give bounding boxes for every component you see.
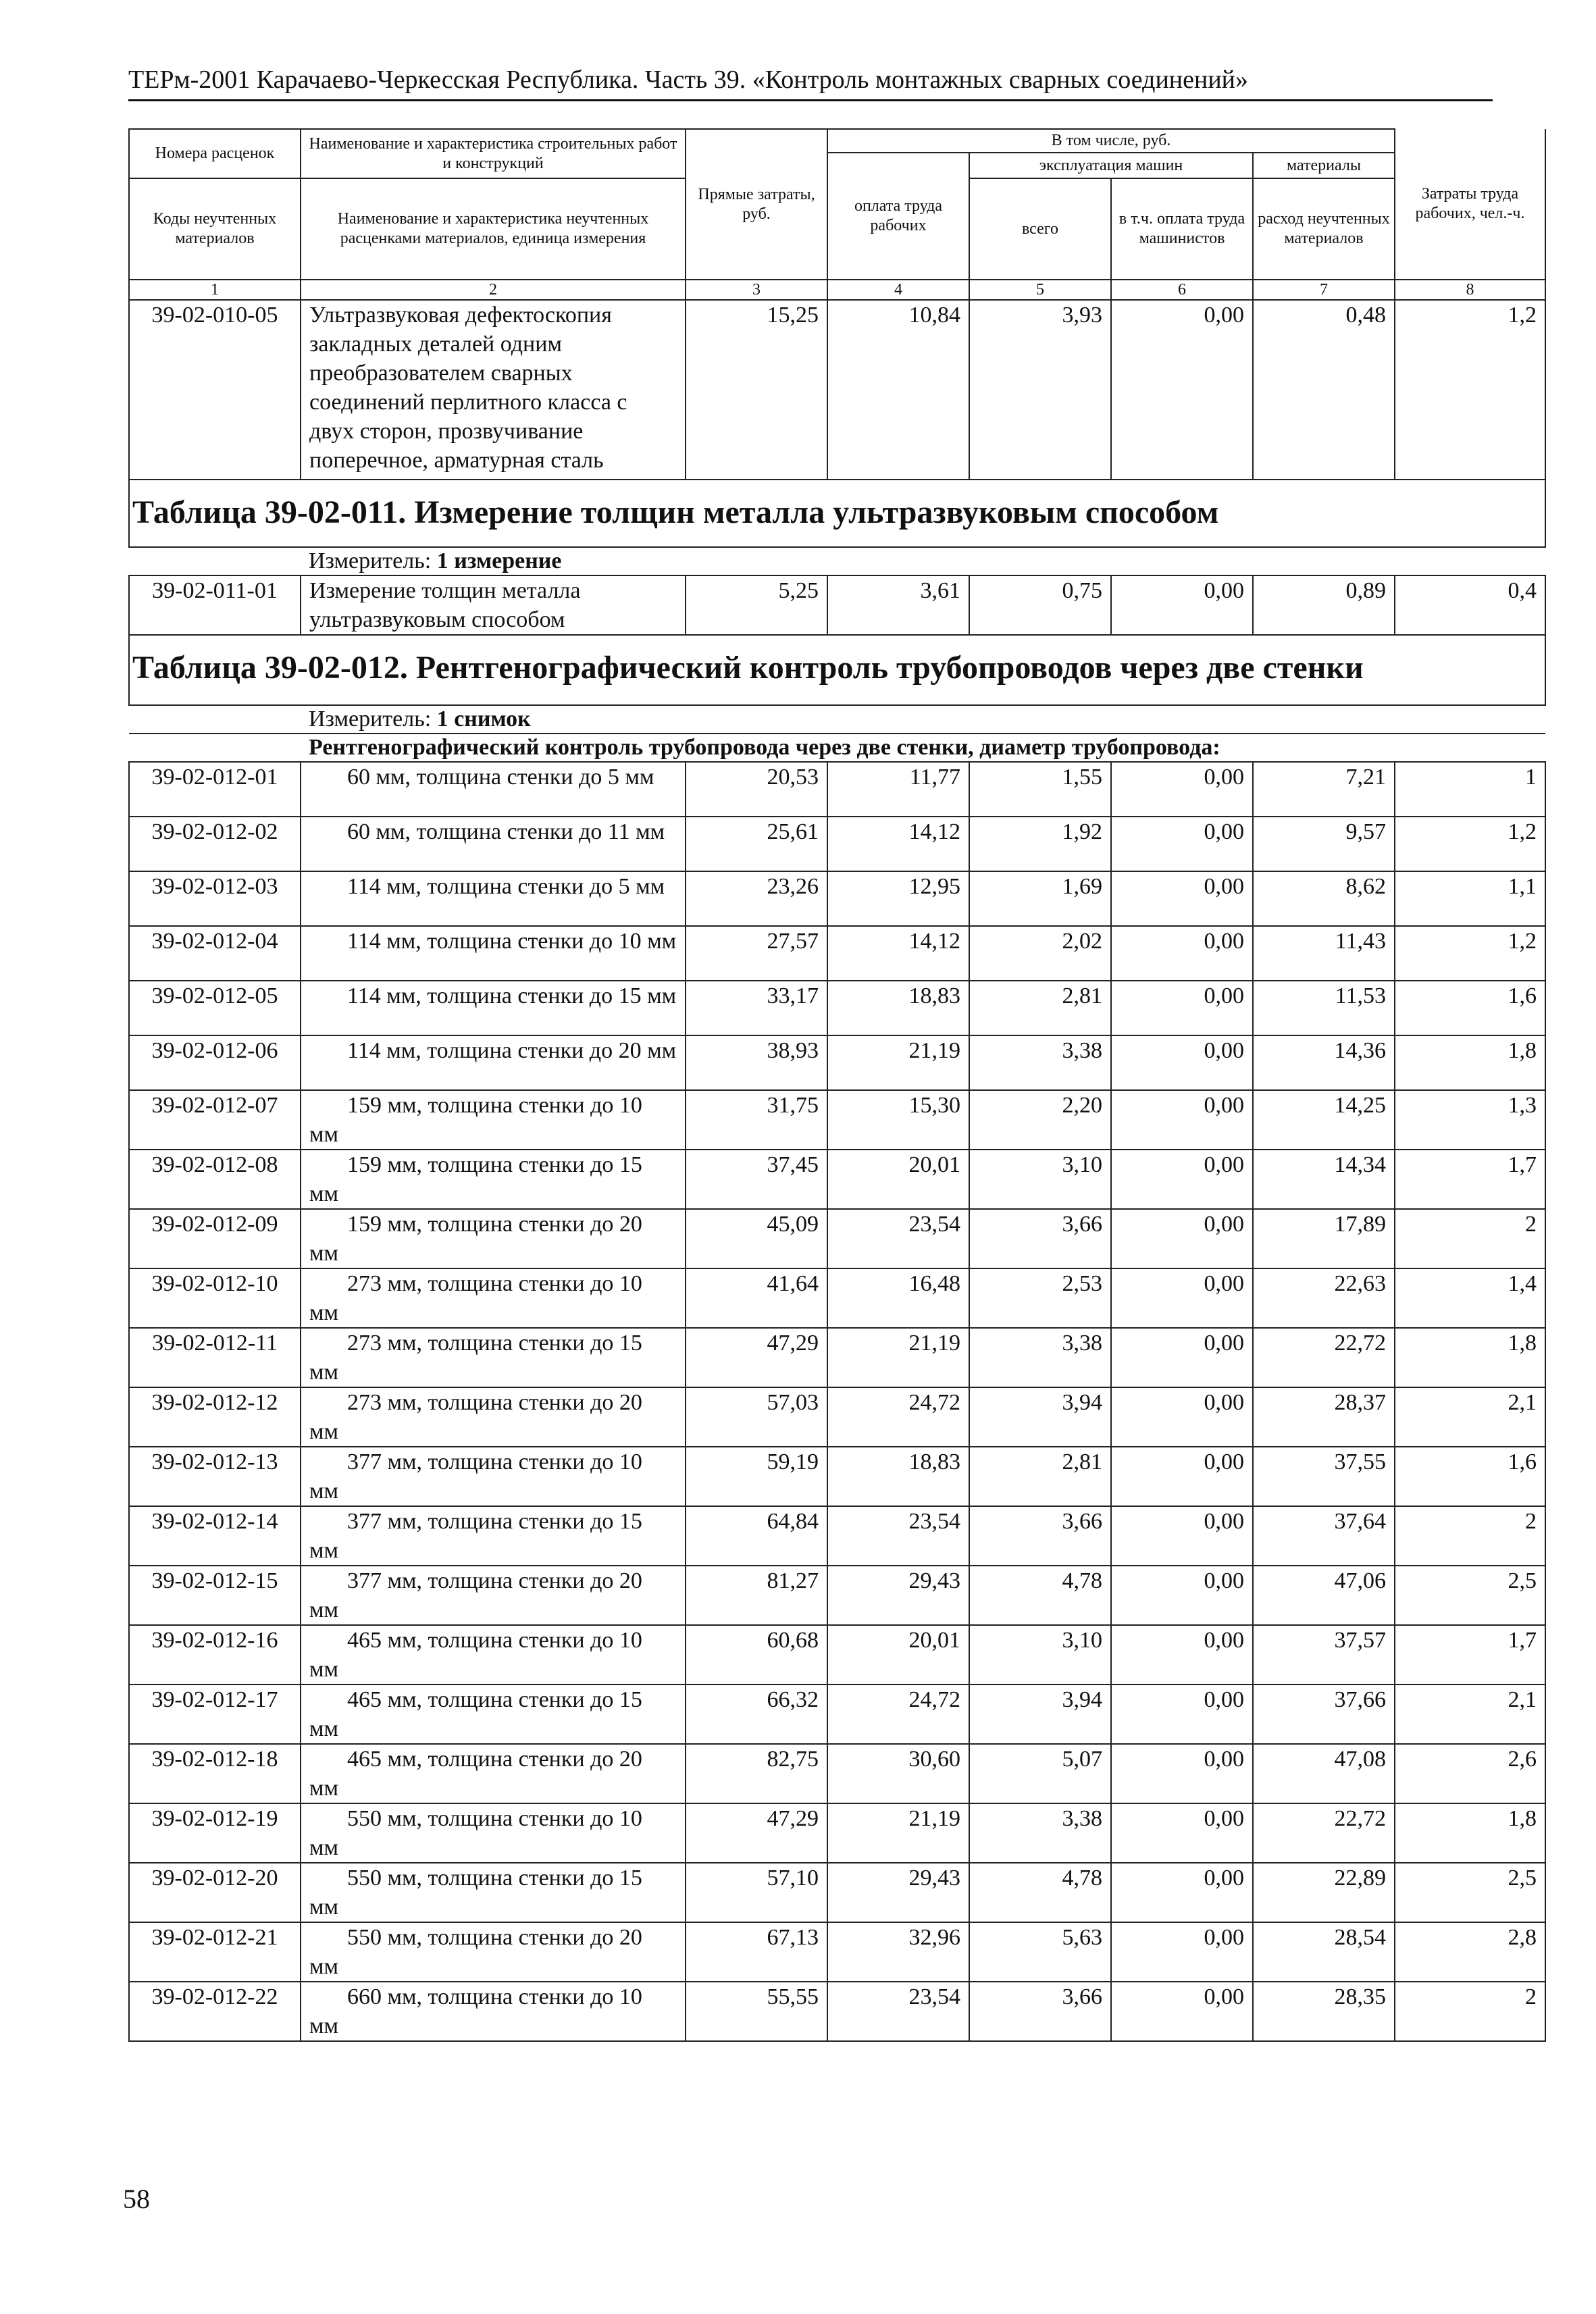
col-number: 5 [969,280,1111,300]
machines-total: 3,38 [969,1328,1111,1387]
machinists-pay: 0,00 [1111,871,1253,926]
col-name-bottom: Наименование и характеристика неучтенных расценками материалов, единица измерения [301,178,686,280]
unit-value: 1 измерение [436,548,562,573]
materials-consumption: 22,72 [1253,1803,1395,1863]
labor-pay: 14,12 [827,926,969,981]
table-title: Таблица 39-02-011. Измерение толщин металла ультразвуковым способом [129,480,1545,547]
labor-hours: 2,5 [1395,1566,1545,1625]
machines-total: 2,20 [969,1090,1111,1150]
labor-pay: 20,01 [827,1150,969,1209]
materials-consumption: 7,21 [1253,762,1395,817]
rate-code: 39-02-012-07 [129,1090,301,1150]
table-row [129,981,1545,1035]
machinists-pay: 0,00 [1111,575,1253,635]
rate-name: Ультразвуковая дефектоскопия закладных деталей одним преобразователем сварных соединений перлитного класса с двух сторон, прозвучивание поперечное, арматурная сталь [301,300,686,480]
table-row [129,1447,1545,1506]
direct-costs: 37,45 [686,1150,827,1209]
machines-total: 1,92 [969,817,1111,871]
machines-total: 3,94 [969,1685,1111,1744]
labor-hours: 0,4 [1395,575,1545,635]
labor-hours: 2,1 [1395,1387,1545,1447]
machinists-pay: 0,00 [1111,1328,1253,1387]
price-table [128,128,1546,2042]
col-number: 6 [1111,280,1253,300]
direct-costs: 66,32 [686,1685,827,1744]
labor-hours: 1,2 [1395,817,1545,871]
direct-costs: 60,68 [686,1625,827,1685]
materials-consumption: 22,72 [1253,1328,1395,1387]
machinists-pay: 0,00 [1111,1387,1253,1447]
direct-costs: 33,17 [686,981,827,1035]
col-number: 8 [1395,280,1545,300]
labor-pay: 32,96 [827,1922,969,1982]
machinists-pay: 0,00 [1111,1506,1253,1566]
col-labor-pay: оплата труда рабочих [827,153,969,280]
rate-code: 39-02-012-17 [129,1685,301,1744]
labor-hours: 1,2 [1395,926,1545,981]
materials-consumption: 17,89 [1253,1209,1395,1268]
machinists-pay: 0,00 [1111,1209,1253,1268]
materials-consumption: 8,62 [1253,871,1395,926]
machinists-pay: 0,00 [1111,300,1253,480]
rate-code: 39-02-012-01 [129,762,301,817]
machinists-pay: 0,00 [1111,1150,1253,1209]
machines-total: 3,38 [969,1803,1111,1863]
rate-name: 114 мм, толщина стенки до 5 мм [301,871,686,926]
labor-pay: 21,19 [827,1035,969,1090]
machines-total: 2,81 [969,1447,1111,1506]
labor-hours: 1,8 [1395,1328,1545,1387]
unit-of-measure [301,705,1545,734]
labor-hours: 2,6 [1395,1744,1545,1803]
labor-pay: 23,54 [827,1506,969,1566]
direct-costs: 31,75 [686,1090,827,1150]
labor-pay: 24,72 [827,1387,969,1447]
machines-total: 1,69 [969,871,1111,926]
labor-hours: 1 [1395,762,1545,817]
rate-code: 39-02-012-19 [129,1803,301,1863]
direct-costs: 23,26 [686,871,827,926]
machinists-pay: 0,00 [1111,762,1253,817]
machinists-pay: 0,00 [1111,1090,1253,1150]
machinists-pay: 0,00 [1111,1035,1253,1090]
labor-hours: 1,1 [1395,871,1545,926]
labor-hours: 1,7 [1395,1625,1545,1685]
machines-total: 3,94 [969,1387,1111,1447]
table-row [129,1803,1545,1863]
table-row [129,1744,1545,1803]
labor-pay: 3,61 [827,575,969,635]
table-title: Таблица 39-02-012. Рентгенографический контроль трубопроводов через две стенки [129,635,1545,705]
col-name-top: Наименование и характеристика строительных работ и конструкций [301,129,686,178]
table-row [129,1035,1545,1090]
rate-name: 465 мм, толщина стенки до 15 мм [301,1685,686,1744]
rate-code: 39-02-012-06 [129,1035,301,1090]
col-materials: материалы [1253,153,1395,178]
unit-label: Измеритель: [309,706,432,731]
rate-name: 114 мм, толщина стенки до 15 мм [301,981,686,1035]
rate-code: 39-02-012-03 [129,871,301,926]
table-row [129,871,1545,926]
direct-costs: 38,93 [686,1035,827,1090]
direct-costs: 81,27 [686,1566,827,1625]
rate-name: 273 мм, толщина стенки до 10 мм [301,1268,686,1328]
materials-consumption: 47,08 [1253,1744,1395,1803]
direct-costs: 64,84 [686,1506,827,1566]
machinists-pay: 0,00 [1111,926,1253,981]
machinists-pay: 0,00 [1111,1685,1253,1744]
labor-hours: 1,6 [1395,981,1545,1035]
labor-hours: 1,8 [1395,1035,1545,1090]
labor-pay: 12,95 [827,871,969,926]
rate-code: 39-02-012-21 [129,1922,301,1982]
machines-total: 3,66 [969,1209,1111,1268]
col-codes-bottom: Коды неучтенных материалов [129,178,301,280]
labor-hours: 2 [1395,1506,1545,1566]
rate-name: 550 мм, толщина стенки до 15 мм [301,1863,686,1922]
rate-name: 377 мм, толщина стенки до 10 мм [301,1447,686,1506]
rate-name: 660 мм, толщина стенки до 10 мм [301,1982,686,2041]
table-row [129,1268,1545,1328]
rate-code: 39-02-012-20 [129,1863,301,1922]
materials-consumption: 37,57 [1253,1625,1395,1685]
rate-code: 39-02-010-05 [129,300,301,480]
machinists-pay: 0,00 [1111,817,1253,871]
direct-costs: 59,19 [686,1447,827,1506]
page-header: ТЕРм-2001 Карачаево-Черкесская Республика. Часть 39. «Контроль монтажных сварных соединений» [128,66,1249,94]
table-row [129,1387,1545,1447]
materials-consumption: 11,43 [1253,926,1395,981]
materials-consumption: 28,37 [1253,1387,1395,1447]
table-row [129,1685,1545,1744]
rate-name: 550 мм, толщина стенки до 10 мм [301,1803,686,1863]
table-row [129,817,1545,871]
materials-consumption: 0,48 [1253,300,1395,480]
materials-consumption: 37,64 [1253,1506,1395,1566]
rate-code: 39-02-012-11 [129,1328,301,1387]
col-number: 3 [686,280,827,300]
rate-name: Измерение толщин металла ультразвуковым способом [301,575,686,635]
rate-name: 273 мм, толщина стенки до 15 мм [301,1328,686,1387]
rate-code: 39-02-012-12 [129,1387,301,1447]
labor-pay: 23,54 [827,1982,969,2041]
materials-consumption: 22,89 [1253,1863,1395,1922]
table-row [129,762,1545,817]
labor-pay: 14,12 [827,817,969,871]
machinists-pay: 0,00 [1111,1863,1253,1922]
direct-costs: 41,64 [686,1268,827,1328]
machines-total: 3,93 [969,300,1111,480]
col-machines: эксплуатация машин [969,153,1253,178]
direct-costs: 27,57 [686,926,827,981]
labor-hours: 2,1 [1395,1685,1545,1744]
labor-pay: 11,77 [827,762,969,817]
materials-consumption: 14,34 [1253,1150,1395,1209]
machines-total: 3,38 [969,1035,1111,1090]
materials-consumption: 14,25 [1253,1090,1395,1150]
machinists-pay: 0,00 [1111,981,1253,1035]
table-row [129,575,1545,635]
labor-hours: 1,6 [1395,1447,1545,1506]
materials-consumption: 47,06 [1253,1566,1395,1625]
machinists-pay: 0,00 [1111,1922,1253,1982]
direct-costs: 47,29 [686,1803,827,1863]
machines-total: 1,55 [969,762,1111,817]
labor-hours: 1,2 [1395,300,1545,480]
rate-code: 39-02-012-08 [129,1150,301,1209]
machines-total: 3,10 [969,1625,1111,1685]
machines-total: 4,78 [969,1566,1111,1625]
rate-code: 39-02-012-16 [129,1625,301,1685]
materials-consumption: 11,53 [1253,981,1395,1035]
section-subheading: Рентгенографический контроль трубопровода через две стенки, диаметр трубопровода: [301,734,1545,762]
materials-consumption: 28,35 [1253,1982,1395,2041]
header-rule [128,99,1493,101]
materials-consumption: 14,36 [1253,1035,1395,1090]
direct-costs: 55,55 [686,1982,827,2041]
table-row [129,1982,1545,2041]
labor-pay: 21,19 [827,1328,969,1387]
table-row [129,1090,1545,1150]
table-row [129,1922,1545,1982]
rate-name: 60 мм, толщина стенки до 5 мм [301,762,686,817]
col-labor-hours: Затраты труда рабочих, чел.-ч. [1395,129,1545,280]
labor-pay: 21,19 [827,1803,969,1863]
col-number: 2 [301,280,686,300]
labor-hours: 1,3 [1395,1090,1545,1150]
labor-hours: 2 [1395,1982,1545,2041]
rate-name: 465 мм, толщина стенки до 20 мм [301,1744,686,1803]
machines-total: 0,75 [969,575,1111,635]
labor-hours: 2,5 [1395,1863,1545,1922]
rate-code: 39-02-012-14 [129,1506,301,1566]
unit-value: 1 снимок [436,706,531,731]
col-direct-costs: Прямые затраты, руб. [686,129,827,280]
machines-total: 5,63 [969,1922,1111,1982]
direct-costs: 57,03 [686,1387,827,1447]
rate-name: 60 мм, толщина стенки до 11 мм [301,817,686,871]
materials-consumption: 37,66 [1253,1685,1395,1744]
col-machinists-pay: в т.ч. оплата труда машинистов [1111,178,1253,280]
rate-name: 377 мм, толщина стенки до 15 мм [301,1506,686,1566]
labor-hours: 1,4 [1395,1268,1545,1328]
labor-pay: 10,84 [827,300,969,480]
labor-pay: 23,54 [827,1209,969,1268]
rate-code: 39-02-012-04 [129,926,301,981]
labor-pay: 18,83 [827,1447,969,1506]
page-number: 58 [123,2184,150,2214]
table-row [129,1150,1545,1209]
rate-name: 159 мм, толщина стенки до 15 мм [301,1150,686,1209]
rate-name: 159 мм, толщина стенки до 10 мм [301,1090,686,1150]
labor-pay: 16,48 [827,1268,969,1328]
table-row [129,1506,1545,1566]
direct-costs: 82,75 [686,1744,827,1803]
labor-pay: 29,43 [827,1566,969,1625]
unit-of-measure [301,547,1545,575]
machinists-pay: 0,00 [1111,1447,1253,1506]
direct-costs: 47,29 [686,1328,827,1387]
machines-total: 4,78 [969,1863,1111,1922]
labor-hours: 1,8 [1395,1803,1545,1863]
machinists-pay: 0,00 [1111,1566,1253,1625]
labor-pay: 18,83 [827,981,969,1035]
col-number: 1 [129,280,301,300]
rate-name: 114 мм, толщина стенки до 20 мм [301,1035,686,1090]
rate-name: 465 мм, толщина стенки до 10 мм [301,1625,686,1685]
col-number: 7 [1253,280,1395,300]
rate-code: 39-02-012-15 [129,1566,301,1625]
table-row [129,1863,1545,1922]
materials-consumption: 22,63 [1253,1268,1395,1328]
materials-consumption: 9,57 [1253,817,1395,871]
col-materials-consumption: расход неучтенных материалов [1253,178,1395,280]
unit-label: Измеритель: [309,548,432,573]
direct-costs: 67,13 [686,1922,827,1982]
direct-costs: 15,25 [686,300,827,480]
rate-name: 159 мм, толщина стенки до 20 мм [301,1209,686,1268]
machines-total: 3,10 [969,1150,1111,1209]
rate-code: 39-02-011-01 [129,575,301,635]
rate-name: 377 мм, толщина стенки до 20 мм [301,1566,686,1625]
machinists-pay: 0,00 [1111,1982,1253,2041]
materials-consumption: 28,54 [1253,1922,1395,1982]
col-including: В том числе, руб. [827,129,1395,153]
rate-code: 39-02-012-10 [129,1268,301,1328]
machinists-pay: 0,00 [1111,1268,1253,1328]
machines-total: 2,81 [969,981,1111,1035]
rate-code: 39-02-012-02 [129,817,301,871]
direct-costs: 20,53 [686,762,827,817]
rate-name: 550 мм, толщина стенки до 20 мм [301,1922,686,1982]
table-row [129,1566,1545,1625]
direct-costs: 45,09 [686,1209,827,1268]
labor-hours: 2,8 [1395,1922,1545,1982]
labor-hours: 1,7 [1395,1150,1545,1209]
direct-costs: 5,25 [686,575,827,635]
direct-costs: 25,61 [686,817,827,871]
machinists-pay: 0,00 [1111,1625,1253,1685]
labor-pay: 24,72 [827,1685,969,1744]
materials-consumption: 0,89 [1253,575,1395,635]
table-row [129,1209,1545,1268]
machines-total: 3,66 [969,1982,1111,2041]
col-number: 4 [827,280,969,300]
machines-total: 5,07 [969,1744,1111,1803]
rate-code: 39-02-012-22 [129,1982,301,2041]
col-machines-total: всего [969,178,1111,280]
table-row [129,300,1545,480]
rate-name: 114 мм, толщина стенки до 10 мм [301,926,686,981]
labor-pay: 29,43 [827,1863,969,1922]
table-row [129,1328,1545,1387]
machinists-pay: 0,00 [1111,1744,1253,1803]
rate-code: 39-02-012-09 [129,1209,301,1268]
col-codes-top: Номера расценок [129,129,301,178]
labor-pay: 20,01 [827,1625,969,1685]
table-row [129,926,1545,981]
machines-total: 2,02 [969,926,1111,981]
machines-total: 3,66 [969,1506,1111,1566]
machines-total: 2,53 [969,1268,1111,1328]
labor-hours: 2 [1395,1209,1545,1268]
rate-code: 39-02-012-13 [129,1447,301,1506]
machinists-pay: 0,00 [1111,1803,1253,1863]
materials-consumption: 37,55 [1253,1447,1395,1506]
rate-name: 273 мм, толщина стенки до 20 мм [301,1387,686,1447]
rate-code: 39-02-012-18 [129,1744,301,1803]
direct-costs: 57,10 [686,1863,827,1922]
rate-code: 39-02-012-05 [129,981,301,1035]
labor-pay: 30,60 [827,1744,969,1803]
table-row [129,1625,1545,1685]
labor-pay: 15,30 [827,1090,969,1150]
